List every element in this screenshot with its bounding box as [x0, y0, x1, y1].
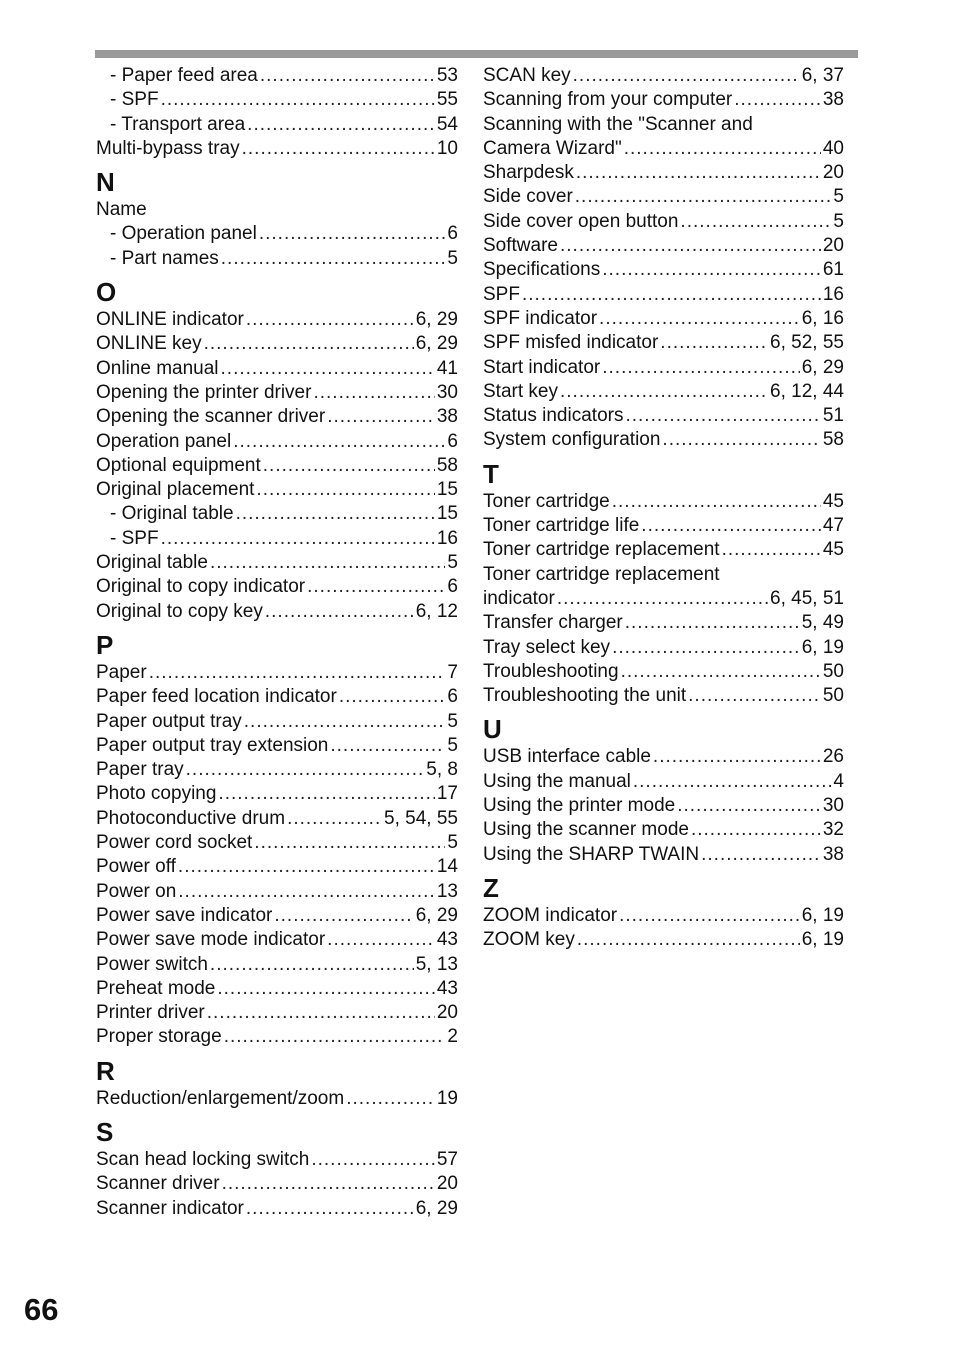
entry-page-ref: 51: [822, 405, 844, 427]
entry-term: ZOOM indicator: [483, 904, 618, 926]
index-entry: [483, 538, 844, 562]
dot-leader: [599, 307, 800, 331]
dot-leader: [577, 928, 800, 952]
entry-page-ref: 4: [833, 770, 844, 792]
entry-term: System configuration: [483, 429, 661, 451]
dot-leader: [560, 380, 768, 404]
dot-leader: [244, 710, 446, 734]
entry-page-ref: 38: [822, 843, 844, 865]
dot-leader: [224, 1025, 446, 1049]
entry-page-ref: 15: [436, 479, 458, 501]
dot-leader: [210, 953, 414, 977]
entry-page-ref: 26: [822, 746, 844, 768]
section-letter: P: [96, 629, 114, 660]
dot-leader: [680, 210, 831, 234]
dot-leader: [677, 794, 821, 818]
dot-leader: [178, 880, 435, 904]
dot-leader: [327, 405, 435, 429]
entry-term: Camera Wizard": [483, 137, 622, 159]
entry-term: Preheat mode: [96, 977, 216, 999]
dot-leader: [265, 600, 414, 624]
entry-page-ref: 6, 29: [415, 1197, 458, 1219]
dot-leader: [624, 137, 821, 161]
entry-page-ref: 47: [822, 515, 844, 537]
dot-leader: [722, 538, 821, 562]
entry-term: Paper output tray: [96, 710, 242, 732]
entry-page-ref: 20: [822, 162, 844, 184]
entry-term: Software: [483, 235, 558, 257]
entry-term: USB interface cable: [483, 746, 651, 768]
section-letter: O: [96, 277, 117, 308]
index-entry: [483, 307, 844, 331]
entry-term: SPF: [483, 283, 520, 305]
entry-term: Sharpdesk: [483, 162, 574, 184]
index-column-left: [96, 64, 458, 1221]
entry-page-ref: 58: [436, 454, 458, 476]
dot-leader: [313, 381, 434, 405]
dot-leader: [688, 684, 821, 708]
dot-leader: [222, 1172, 435, 1196]
entry-term: - Operation panel: [110, 223, 257, 245]
index-entry: [96, 381, 458, 405]
entry-page-ref: 5: [447, 734, 458, 756]
index-entry: [96, 454, 458, 478]
dot-leader: [573, 64, 800, 88]
index-entry: [483, 636, 844, 660]
section-letter: U: [483, 714, 502, 745]
index-entry: [96, 977, 458, 1001]
entry-page-ref: 53: [436, 65, 458, 86]
entry-page-ref: 38: [436, 406, 458, 428]
index-entry: [96, 551, 458, 575]
section-letter: S: [96, 1116, 114, 1147]
entry-page-ref: 5, 8: [426, 759, 458, 781]
entry-page-ref: 6: [447, 430, 458, 452]
index-entry: [96, 880, 458, 904]
entry-term: Scanning from your computer: [483, 89, 733, 111]
dot-leader: [330, 734, 445, 758]
index-entry: [483, 490, 844, 514]
index-entry: [483, 794, 844, 818]
entry-page-ref: 6, 19: [801, 636, 844, 658]
index-subentry: [96, 113, 458, 137]
entry-term: Specifications: [483, 259, 601, 281]
entry-term: Transfer charger: [483, 612, 623, 634]
entry-term: - Paper feed area: [110, 65, 258, 86]
dot-leader: [263, 454, 435, 478]
index-entry: [96, 734, 458, 758]
dot-leader: [575, 185, 832, 209]
entry-term: SPF misfed indicator: [483, 332, 659, 354]
entry-term: - SPF: [110, 89, 159, 111]
entry-page-ref: 6, 45, 51: [770, 587, 844, 609]
entry-page-ref: 5: [447, 247, 458, 269]
dot-leader: [178, 855, 435, 879]
entry-page-ref: 5: [447, 552, 458, 574]
index-entry: [483, 380, 844, 404]
index-entry: [483, 64, 844, 88]
index-entry: [483, 563, 844, 587]
index-entry: [96, 758, 458, 782]
index-entry: [483, 660, 844, 684]
entry-term: Photoconductive drum: [96, 807, 286, 829]
dot-leader: [660, 331, 768, 355]
dot-leader: [161, 88, 435, 112]
entry-term: SCAN key: [483, 65, 571, 86]
entry-page-ref: 6, 52, 55: [770, 332, 844, 354]
entry-term: Using the manual: [483, 770, 631, 792]
entry-term: Name: [96, 199, 147, 221]
entry-term: Power cord socket: [96, 832, 253, 854]
entry-page-ref: 6: [447, 576, 458, 598]
index-entry: [483, 161, 844, 185]
dot-leader: [246, 308, 414, 332]
entry-page-ref: 6, 37: [801, 65, 844, 86]
entry-page-ref: 16: [822, 283, 844, 305]
entry-term: Start key: [483, 380, 558, 402]
index-entry: [96, 1025, 458, 1049]
entry-term: Using the SHARP TWAIN: [483, 843, 700, 865]
dot-leader: [233, 430, 445, 454]
entry-term: Original table: [96, 552, 208, 574]
entry-term: Power on: [96, 880, 177, 902]
dot-leader: [311, 1148, 435, 1172]
entry-page-ref: 14: [436, 856, 458, 878]
entry-page-ref: 5: [447, 832, 458, 854]
dot-leader: [287, 807, 382, 831]
entry-term: Multi-bypass tray: [96, 137, 240, 159]
entry-term: Using the scanner mode: [483, 819, 689, 841]
entry-term: Paper: [96, 661, 147, 683]
dot-leader: [218, 782, 434, 806]
index-entry: [96, 332, 458, 356]
dot-leader: [653, 745, 821, 769]
entry-term: Scan head locking switch: [96, 1148, 310, 1170]
entry-term: ONLINE key: [96, 333, 202, 355]
dot-leader: [274, 904, 413, 928]
entry-term: ONLINE indicator: [96, 309, 244, 331]
entry-term: Opening the printer driver: [96, 381, 312, 403]
entry-page-ref: 6, 16: [801, 307, 844, 329]
index-subentry: [96, 247, 458, 271]
dot-leader: [161, 527, 435, 551]
index-entry: [483, 587, 844, 611]
dot-leader: [217, 977, 435, 1001]
entry-page-ref: 10: [436, 137, 458, 159]
entry-term: Original to copy indicator: [96, 576, 306, 598]
entry-page-ref: 6, 29: [415, 309, 458, 331]
dot-leader: [619, 904, 800, 928]
dot-leader: [236, 502, 435, 526]
entry-page-ref: 7: [447, 661, 458, 683]
entry-page-ref: 5: [447, 710, 458, 732]
dot-leader: [576, 161, 821, 185]
index-entry: [483, 611, 844, 635]
entry-term: Toner cartridge replacement: [483, 539, 720, 561]
entry-page-ref: 16: [436, 527, 458, 549]
dot-leader: [204, 332, 414, 356]
entry-page-ref: 5, 13: [415, 953, 458, 975]
entry-page-ref: 50: [822, 660, 844, 682]
index-entry: [483, 234, 844, 258]
dot-leader: [210, 551, 445, 575]
entry-term: Power switch: [96, 953, 208, 975]
dot-leader: [612, 636, 800, 660]
entry-page-ref: 45: [822, 490, 844, 512]
index-entry: [483, 88, 844, 112]
index-entry: [483, 185, 844, 209]
dot-leader: [346, 1087, 435, 1111]
dot-leader: [557, 587, 768, 611]
dot-leader: [186, 758, 425, 782]
entry-term: Reduction/enlargement/zoom: [96, 1087, 345, 1109]
index-entry: [483, 404, 844, 428]
entry-page-ref: 20: [436, 1173, 458, 1195]
index-entry: [96, 478, 458, 502]
entry-term: SPF indicator: [483, 307, 598, 329]
entry-term: Status indicators: [483, 405, 624, 427]
entry-term: Tray select key: [483, 636, 611, 658]
header-rule: [95, 50, 858, 58]
index-entry: [483, 514, 844, 538]
dot-leader: [259, 222, 446, 246]
dot-leader: [207, 1001, 435, 1025]
dot-leader: [247, 113, 435, 137]
index-entry: [483, 770, 844, 794]
entry-page-ref: 6, 29: [801, 356, 844, 378]
index-entry: [96, 782, 458, 806]
index-entry: [96, 600, 458, 624]
dot-leader: [522, 283, 821, 307]
index-entry: [96, 1172, 458, 1196]
entry-page-ref: 5: [833, 186, 844, 208]
entry-term: - Part names: [110, 247, 219, 269]
entry-page-ref: 6, 19: [801, 929, 844, 951]
dot-leader: [260, 64, 435, 88]
index-entry: [96, 308, 458, 332]
index-entry: [96, 807, 458, 831]
entry-page-ref: 5, 49: [801, 612, 844, 634]
dot-leader: [734, 88, 821, 112]
entry-term: Printer driver: [96, 1002, 205, 1024]
entry-term: indicator: [483, 587, 555, 609]
dot-leader: [621, 660, 821, 684]
entry-term: - SPF: [110, 527, 159, 549]
entry-page-ref: 54: [436, 113, 458, 135]
entry-page-ref: 6, 29: [415, 333, 458, 355]
dot-leader: [560, 234, 821, 258]
dot-leader: [246, 1197, 414, 1221]
entry-term: Power off: [96, 856, 176, 878]
entry-page-ref: 5, 54, 55: [384, 807, 458, 829]
dot-leader: [625, 404, 820, 428]
index-entry: [483, 356, 844, 380]
entry-page-ref: 6, 12: [415, 600, 458, 622]
entry-term: Original to copy key: [96, 600, 263, 622]
index-entry: [96, 1087, 458, 1111]
entry-term: Start indicator: [483, 356, 601, 378]
dot-leader: [612, 490, 821, 514]
entry-page-ref: 17: [436, 783, 458, 805]
entry-term: Online manual: [96, 357, 219, 379]
entry-term: Scanner indicator: [96, 1197, 244, 1219]
entry-term: Troubleshooting: [483, 660, 619, 682]
dot-leader: [307, 575, 445, 599]
index-entry: [483, 684, 844, 708]
index-entry: [96, 904, 458, 928]
index-entry: [483, 843, 844, 867]
entry-term: Operation panel: [96, 430, 232, 452]
index-entry: [483, 904, 844, 928]
index-subentry: [96, 64, 458, 88]
entry-term: Using the printer mode: [483, 795, 676, 817]
entry-term: Toner cartridge: [483, 490, 610, 512]
index-entry: [96, 1148, 458, 1172]
dot-leader: [149, 661, 446, 685]
entry-term: ZOOM key: [483, 929, 575, 951]
entry-page-ref: 6, 12, 44: [770, 380, 844, 402]
dot-leader: [256, 478, 434, 502]
index-entry: [483, 745, 844, 769]
entry-page-ref: 55: [436, 89, 458, 111]
entry-term: Paper feed location indicator: [96, 686, 337, 708]
entry-page-ref: 5: [833, 210, 844, 232]
entry-page-ref: 20: [436, 1002, 458, 1024]
entry-term: Power save indicator: [96, 904, 273, 926]
dot-leader: [221, 247, 446, 271]
index-entry: [96, 928, 458, 952]
entry-page-ref: 30: [436, 381, 458, 403]
index-entry: [96, 357, 458, 381]
dot-leader: [242, 137, 435, 161]
index-column-right: [483, 64, 844, 953]
entry-term: Toner cartridge replacement: [483, 563, 720, 585]
entry-page-ref: 45: [822, 539, 844, 561]
entry-page-ref: 43: [436, 977, 458, 999]
index-entry: [96, 1001, 458, 1025]
entry-term: Paper tray: [96, 759, 184, 781]
index-entry: [96, 575, 458, 599]
index-entry: [96, 953, 458, 977]
index-entry: [483, 113, 844, 137]
entry-page-ref: 57: [436, 1148, 458, 1170]
index-entry: [483, 137, 844, 161]
dot-leader: [602, 258, 821, 282]
index-entry: [96, 198, 458, 222]
index-entry: [96, 685, 458, 709]
index-entry: [483, 331, 844, 355]
entry-term: - Transport area: [110, 113, 246, 135]
section-letter: Z: [483, 872, 499, 903]
entry-term: Scanning with the "Scanner and: [483, 113, 753, 135]
entry-page-ref: 50: [822, 685, 844, 707]
entry-page-ref: 43: [436, 929, 458, 951]
entry-page-ref: 15: [436, 503, 458, 525]
index-entry: [96, 710, 458, 734]
index-entry: [96, 137, 458, 161]
index-entry: [96, 430, 458, 454]
dot-leader: [602, 356, 800, 380]
index-subentry: [96, 88, 458, 112]
index-entry: [96, 661, 458, 685]
index-entry: [96, 405, 458, 429]
section-letter: N: [96, 167, 115, 198]
dot-leader: [641, 514, 821, 538]
entry-term: - Original table: [110, 503, 234, 525]
entry-term: Original placement: [96, 479, 255, 501]
index-entry: [483, 928, 844, 952]
entry-term: Proper storage: [96, 1026, 222, 1048]
index-entry: [96, 1197, 458, 1221]
entry-page-ref: 13: [436, 880, 458, 902]
index-entry: [483, 818, 844, 842]
section-letter: T: [483, 458, 499, 489]
dot-leader: [625, 611, 800, 635]
entry-term: Optional equipment: [96, 454, 261, 476]
entry-page-ref: 30: [822, 795, 844, 817]
entry-page-ref: 6, 19: [801, 904, 844, 926]
index-entry: [483, 283, 844, 307]
entry-page-ref: 2: [447, 1026, 458, 1048]
entry-page-ref: 6, 29: [415, 904, 458, 926]
entry-page-ref: 6: [447, 686, 458, 708]
entry-page-ref: 20: [822, 235, 844, 257]
dot-leader: [633, 770, 832, 794]
entry-term: Paper output tray extension: [96, 734, 329, 756]
dot-leader: [221, 357, 435, 381]
dot-leader: [662, 428, 820, 452]
index-subentry: [96, 502, 458, 526]
index-entry: [96, 855, 458, 879]
entry-term: Toner cartridge life: [483, 515, 640, 537]
index-entry: [483, 428, 844, 452]
dot-leader: [339, 685, 446, 709]
entry-page-ref: 58: [822, 429, 844, 451]
entry-term: Opening the scanner driver: [96, 406, 326, 428]
entry-page-ref: 38: [822, 89, 844, 111]
entry-page-ref: 32: [822, 819, 844, 841]
section-letter: R: [96, 1055, 115, 1086]
entry-page-ref: 6: [447, 223, 458, 245]
entry-term: Side cover: [483, 186, 573, 208]
entry-page-ref: 41: [436, 357, 458, 379]
index-entry: [483, 210, 844, 234]
entry-term: Photo copying: [96, 783, 217, 805]
index-entry: [483, 258, 844, 282]
entry-term: Troubleshooting the unit: [483, 685, 687, 707]
entry-term: Scanner driver: [96, 1173, 220, 1195]
dot-leader: [327, 928, 435, 952]
index-subentry: [96, 222, 458, 246]
entry-term: Power save mode indicator: [96, 929, 326, 951]
entry-page-ref: 61: [822, 259, 844, 281]
dot-leader: [701, 843, 821, 867]
dot-leader: [254, 831, 445, 855]
index-subentry: [96, 527, 458, 551]
entry-page-ref: 40: [822, 137, 844, 159]
dot-leader: [691, 818, 821, 842]
index-entry: [96, 831, 458, 855]
page-number: 66: [24, 1292, 59, 1327]
entry-term: Side cover open button: [483, 210, 679, 232]
entry-page-ref: 19: [436, 1087, 458, 1109]
